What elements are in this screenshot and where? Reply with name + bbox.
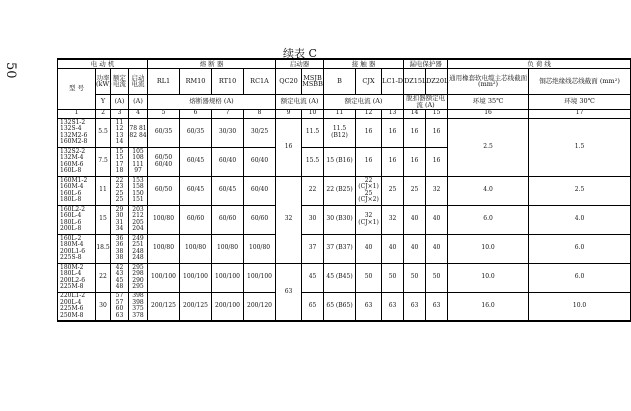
power-g1: 5.5 <box>96 118 111 147</box>
col-num-12: 12 <box>356 109 382 118</box>
col-header-rl1: RL1 <box>148 68 180 94</box>
rm10-g2: 60/45 <box>180 147 212 176</box>
copper-g7: 10.0 <box>529 292 631 321</box>
rl1-g5: 100/80 <box>148 234 180 263</box>
col-header-dz20l: DZ20L <box>426 68 448 94</box>
msjb-g2: 15.5 <box>302 147 324 176</box>
start-g6: 295 298 290 295 <box>129 263 148 292</box>
rubber-g3: 4.0 <box>448 176 529 205</box>
msjb-g5: 37 <box>302 234 324 263</box>
rt10-g7: 200/100 <box>212 292 244 321</box>
rubber-g7: 16.0 <box>448 292 529 321</box>
models-g3: 160M1-2 160M-4 160L-6 180L-8 <box>58 176 96 205</box>
col-header-power: 功率 (kW) <box>96 68 111 94</box>
rt10-g5: 100/80 <box>212 234 244 263</box>
models-g1: 132S1-2 132S-4 132M2-6 160M2-8 <box>58 118 96 147</box>
cjx-g5: 40 <box>356 234 382 263</box>
rm10-g7: 200/125 <box>180 292 212 321</box>
copper-g6: 6.0 <box>529 263 631 292</box>
cjx-g7: 63 <box>356 292 382 321</box>
power-g5: 18.5 <box>96 234 111 263</box>
col-header-cjx: CJX <box>356 68 382 94</box>
col-header-b: B <box>324 68 356 94</box>
start-g5: 249 251 248 248 <box>129 234 148 263</box>
col-num-9: 9 <box>276 109 302 118</box>
rm10-g3: 60/45 <box>180 176 212 205</box>
cjx-g3: 22 (CJ×1) 25 (CJ×2) <box>356 176 382 205</box>
rl1-g1: 60/35 <box>148 118 180 147</box>
dz20l-g4: 40 <box>426 205 448 234</box>
b-g5: 37 (B37) <box>324 234 356 263</box>
rl1-g7: 200/125 <box>148 292 180 321</box>
cjx-g2: 16 <box>356 147 382 176</box>
rubber-g1-2: 2.5 <box>448 118 529 176</box>
copper-g4: 4.0 <box>529 205 631 234</box>
col-header-rt10: RT10 <box>212 68 244 94</box>
col-num-14: 14 <box>404 109 426 118</box>
dz15l-g6: 50 <box>404 263 426 292</box>
rubber-g6: 10.0 <box>448 263 529 292</box>
dz20l-g3: 32 <box>426 176 448 205</box>
rated-g6: 42 43 45 48 <box>111 263 129 292</box>
rc1a-g4: 60/60 <box>244 205 276 234</box>
rubber-g5: 10.0 <box>448 234 529 263</box>
start-g7: 398 398 375 378 <box>129 292 148 321</box>
lc1d-g4: 32 <box>382 205 404 234</box>
rc1a-g3: 60/40 <box>244 176 276 205</box>
b-g6: 45 (B45) <box>324 263 356 292</box>
cjx-g1: 16 <box>356 118 382 147</box>
models-g7: 220L1-2 200L-4 225M-6 250M-8 <box>58 292 96 321</box>
rc1a-g6: 100/100 <box>244 263 276 292</box>
models-g4: 160L2-2 160L-4 180L-6 200L-8 <box>58 205 96 234</box>
col-header-rc1a: RC1A <box>244 68 276 94</box>
power-g2: 7.5 <box>96 147 111 176</box>
col-num-3: 3 <box>111 109 129 118</box>
rated-g3: 22 23 25 25 <box>111 176 129 205</box>
rm10-g5: 100/80 <box>180 234 212 263</box>
dz20l-g5: 40 <box>426 234 448 263</box>
starter-current-header: 额定电流 (A) <box>276 94 324 109</box>
col-header-qc20: QC20 <box>276 68 302 94</box>
start-g2: 105 108 111 97 <box>129 147 148 176</box>
power-g7: 30 <box>96 292 111 321</box>
copper-g3: 2.5 <box>529 176 631 205</box>
cjx-g4: 32 (CJ×1) <box>356 205 382 234</box>
start-g4: 203 212 205 204 <box>129 205 148 234</box>
col-header-copper-wire: 铜芯绝缘线芯线截面 (mm²) <box>529 68 631 94</box>
start-g3: 153 158 150 151 <box>129 176 148 205</box>
models-g6: 180M-2 180L-4 200L2-6 225M-8 <box>58 263 96 292</box>
power-g3: 11 <box>96 176 111 205</box>
rated-g7: 57 57 60 63 <box>111 292 129 321</box>
col-num-11: 11 <box>324 109 356 118</box>
unit-power: Y <box>96 94 111 109</box>
models-g2: 132S2-2 132M-4 160M-6 160L-8 <box>58 147 96 176</box>
env-30-header: 环境 30℃ <box>529 94 631 109</box>
rl1-g4: 100/80 <box>148 205 180 234</box>
dz15l-g3: 25 <box>404 176 426 205</box>
lc1d-g5: 40 <box>382 234 404 263</box>
models-g5: 160L-2 180M-4 200L1-6 225S-8 <box>58 234 96 263</box>
qc20-g3-5: 32 <box>276 176 302 263</box>
power-g6: 22 <box>96 263 111 292</box>
power-g4: 15 <box>96 205 111 234</box>
rated-g1: 11 12 13 14 <box>111 118 129 147</box>
col-header-rated-current: 额定电流 <box>111 68 129 94</box>
col-header-rubber-cable: 通用橡套软电缆主芯线截面 (mm²) <box>448 68 529 94</box>
rated-g5: 36 36 38 38 <box>111 234 129 263</box>
col-num-2: 2 <box>96 109 111 118</box>
rm10-g6: 100/100 <box>180 263 212 292</box>
b-g7: 65 (B65) <box>324 292 356 321</box>
unit-rated-current: (A) <box>111 94 129 109</box>
dz15l-g1: 16 <box>404 118 426 147</box>
msjb-g6: 45 <box>302 263 324 292</box>
col-header-dz15l: DZ15L <box>404 68 426 94</box>
col-num-15: 15 <box>426 109 448 118</box>
lc1d-g1: 16 <box>382 118 404 147</box>
table-title: 续表 C <box>283 47 317 60</box>
col-header-lc1d: LC1-D <box>382 68 404 94</box>
msjb-g4: 30 <box>302 205 324 234</box>
col-header-rm10: RM10 <box>180 68 212 94</box>
group-header-load-line: 负 荷 线 <box>448 59 631 68</box>
b-g4: 30 (B30) <box>324 205 356 234</box>
copper-g1-2: 1.5 <box>529 118 631 176</box>
msjb-g3: 22 <box>302 176 324 205</box>
dz20l-g7: 63 <box>426 292 448 321</box>
dz15l-g4: 40 <box>404 205 426 234</box>
col-num-4: 4 <box>129 109 148 118</box>
dz15l-g7: 63 <box>404 292 426 321</box>
group-header-contactor: 接 触 器 <box>324 59 404 68</box>
rc1a-g5: 100/80 <box>244 234 276 263</box>
dz20l-g1: 16 <box>426 118 448 147</box>
rm10-g4: 60/60 <box>180 205 212 234</box>
qc20-g1-2: 16 <box>276 118 302 176</box>
fuse-spec-header: 熔断器规格 (A) <box>148 94 276 109</box>
leakage-current-header: 脱扣器额定电流 (A) <box>404 94 448 109</box>
col-num-1: 1 <box>58 109 96 118</box>
motor-spec-table <box>57 58 631 322</box>
lc1d-g6: 50 <box>382 263 404 292</box>
rc1a-g2: 60/40 <box>244 147 276 176</box>
lc1d-g7: 63 <box>382 292 404 321</box>
dz15l-g5: 40 <box>404 234 426 263</box>
rt10-g1: 30/30 <box>212 118 244 147</box>
rubber-g4: 6.0 <box>448 205 529 234</box>
b-g3: 22 (B25) <box>324 176 356 205</box>
cjx-g6: 50 <box>356 263 382 292</box>
dz15l-g2: 16 <box>404 147 426 176</box>
rl1-g6: 100/100 <box>148 263 180 292</box>
col-num-6: 6 <box>180 109 212 118</box>
msjb-g1: 11.5 <box>302 118 324 147</box>
group-header-fuse: 熔 断 器 <box>148 59 276 68</box>
dz20l-g6: 50 <box>426 263 448 292</box>
col-num-7: 7 <box>212 109 244 118</box>
rc1a-g7: 200/120 <box>244 292 276 321</box>
copper-g5: 6.0 <box>529 234 631 263</box>
rc1a-g1: 30/25 <box>244 118 276 147</box>
lc1d-g3: 25 <box>382 176 404 205</box>
col-header-msjb: MSJB MSBB <box>302 68 324 94</box>
col-num-17: 17 <box>529 109 631 118</box>
msjb-g7: 65 <box>302 292 324 321</box>
group-header-leakage-protector: 漏电保护器 <box>404 59 448 68</box>
rated-g2: 15 15 17 18 <box>111 147 129 176</box>
contactor-current-header: 额定电流 (A) <box>324 94 404 109</box>
rt10-g4: 60/60 <box>212 205 244 234</box>
rm10-g1: 60/35 <box>180 118 212 147</box>
page-number: 50 <box>3 62 18 79</box>
col-num-10: 10 <box>302 109 324 118</box>
lc1d-g2: 16 <box>382 147 404 176</box>
b-g2: 15 (B16) <box>324 147 356 176</box>
start-g1: 78 81 82 84 <box>129 118 148 147</box>
rt10-g6: 100/100 <box>212 263 244 292</box>
rt10-g2: 60/40 <box>212 147 244 176</box>
env-35-header: 环境 35℃ <box>448 94 529 109</box>
col-num-13: 13 <box>382 109 404 118</box>
group-header-motor: 电 动 机 <box>58 59 148 68</box>
rl1-g2: 60/50 60/40 <box>148 147 180 176</box>
col-header-model: 型 号 <box>58 68 96 109</box>
rl1-g3: 60/50 <box>148 176 180 205</box>
rt10-g3: 60/45 <box>212 176 244 205</box>
unit-start-current: (A) <box>129 94 148 109</box>
dz20l-g2: 16 <box>426 147 448 176</box>
col-num-5: 5 <box>148 109 180 118</box>
rated-g4: 29 30 31 34 <box>111 205 129 234</box>
col-header-start-current: 启动电流 <box>129 68 148 94</box>
col-num-16: 16 <box>448 109 529 118</box>
qc20-g6-7: 63 <box>276 263 302 321</box>
col-num-8: 8 <box>244 109 276 118</box>
b-g1: 11.5 (B12) <box>324 118 356 147</box>
group-header-starter: 启动器 <box>276 59 324 68</box>
